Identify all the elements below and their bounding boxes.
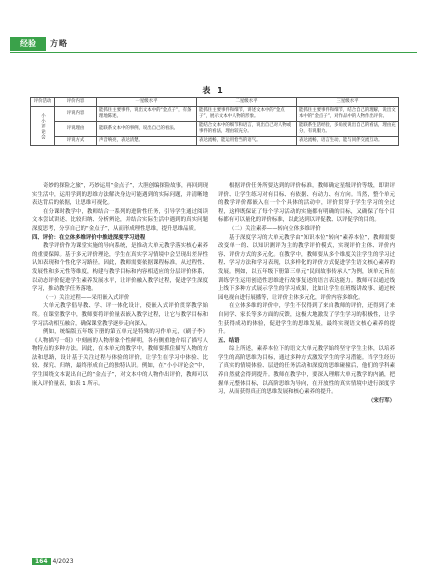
paragraph: 大单元教学倡导教、学、评一体化设计，使嵌入式评价贯穿教学始终。在课堂教学中，教师要将评价量表嵌入教学过程，让它与教学目标和学习活动相互融合，确保课堂教学逐步走向深入。 bbox=[32, 303, 208, 327]
header-rule bbox=[10, 52, 417, 53]
header-section: 方略 bbox=[50, 39, 68, 48]
paragraph: 综上所述，素养本位下的语文大单元教学始终坚守学生主体，以培养学生的高阶思维为目标，通过多种方式激发学生的学习潜能。当学生经历了真实的情境体验、层进的任务活动和深度的思维碰撞后，他们的学科素养自然就会得到提升。教师在教学中，要深入理解大单元教学的内涵，把握单元整体目标，以高阶思维为导向，在开放性的真实情境中进行深度学习，从而获得真正的思维发展和核心素养的提升。 bbox=[218, 346, 395, 396]
subsection-heading: （一）关注过程——采用嵌入式评价 bbox=[43, 294, 130, 301]
table-cell: 能联系文本中的事例，说出自己的看法。 bbox=[97, 122, 197, 137]
right-column bbox=[218, 182, 395, 405]
subsection-heading: （二）关注素养——转向立体多维评价 bbox=[229, 225, 321, 232]
paragraph: 奇妙的探险之旅”，巧妙运用“金点子”，大胆创编探险故事，再回到现实生活中，运用学到的思维方法解决身边可能遇到的实际问题，并清晰地表达背后的依据，让思维可视化。 bbox=[32, 183, 208, 207]
author-credit: （宋行军） bbox=[368, 397, 395, 404]
paragraph: 根据评价任务所要达到的评价标准，教师确定星级评价等级，即讲评评价、让学生练习对有目标、有依据、有动力、有方向。当然，整个单元的教学评价都嵌入在一个个具体的活动中，评价贯穿于学生学习的全过程，这样既保证了每个学习活动的实施都有明确的目标，又确保了每个目标都有可以量化的评价标准，以此达到以评促教、以评促学的目的。 bbox=[218, 183, 395, 224]
table-item-cell: 评说方式 bbox=[55, 137, 97, 146]
table-row bbox=[31, 107, 399, 122]
table-cell: 声音响亮，表达清楚。 bbox=[97, 137, 197, 146]
table-row bbox=[31, 122, 399, 137]
table-header-cell: 评价活动 bbox=[31, 98, 55, 107]
left-column bbox=[32, 182, 208, 388]
paragraph: 在分课时教学中，教师结合一系列的进阶性任务，引导学生通过阅读文本尝试讲述、比较归纳、分析辨论，并结合实际生活中遇到的真实问题深度思考，分享自己的“金点子”，从而形成理性思维，提升思维品质。 bbox=[32, 208, 208, 232]
page-footer bbox=[32, 558, 74, 565]
table-cell: 能抓住主要事件，说出文本中的“金点子”，有条理地陈述。 bbox=[97, 107, 197, 122]
table-header-cell: 评价内容 bbox=[55, 98, 97, 107]
evaluation-table bbox=[30, 97, 399, 146]
table-cell: 能抓住主要事件和细节，结合自己的理解，说出文本中的“金点子”，对作品中的人物作出评价。 bbox=[297, 107, 399, 122]
table-cell: 表达流畅，能运用恰当的语气。 bbox=[197, 137, 297, 146]
paragraph: 在立体多维的评价中，学生不仅得到了来自教师的评价，还得到了来自同学、家长等多方面的反馈，这极大地激发了学生学习的积极性，让学生获得成功的体验，促进学生的思维发展，最终实现语文核心素养的提升。 bbox=[218, 303, 395, 336]
section-heading: 四、评价：在立体多维评价中推进深度学习进程 bbox=[32, 234, 146, 241]
table-category-cell: 小小评论会 bbox=[31, 107, 55, 146]
table-cell: 能结合文本中的细节和语言，说出自己对人物或事件的看法，理由较充分。 bbox=[197, 122, 297, 137]
table-cell: 表达流畅，语言生动，能与同伴交流互动。 bbox=[297, 137, 399, 146]
paragraph: 教学评价作为课堂实施的导向系统，是推动大单元教学落实核心素养的重要保障。基于多元评价理论，学生在真实学习情境中会呈现出差异性认知表现和个性化学习路径。因此，教师需要依据课程标准，从过程性、发展性和多元性等维度，构建与教学目标和内容相适应的分层评价体系，以动态评价促进学生素养发展水平，让评价融入教学过程，促进学生深度学习，推动教学任务落地。 bbox=[32, 243, 208, 293]
table-header-cell: 一星级水平 bbox=[97, 98, 197, 107]
page-number: 164 bbox=[32, 558, 51, 565]
table-row bbox=[31, 137, 399, 146]
table-title: 表 1 bbox=[202, 86, 225, 95]
table-cell: 能联系生活经验，多角度说出自己的看法，理由充分，有说服力。 bbox=[297, 122, 399, 137]
table-item-cell: 评说内容 bbox=[55, 107, 97, 122]
table-cell: 能抓住主要事件和细节，讲述文本中的“金点子”，展示文本中人物的形象。 bbox=[197, 107, 297, 122]
issue-number: 4/2023 bbox=[52, 558, 74, 565]
paragraph: 例如，统编版五年级下册的第五单元是特殊的习作单元，《刷子李》《人物描写一组》中刻画的人物形象个性鲜明，各有侧重地介绍了描写人物特点的多种方法。因此，在本单元的教学中，教师要抓住描写人物的方法和思路，设计基于关注过程与体验的评价，让学生在学习中体验、比较、探究、归纳，最终形成自己的独特认识。例如，在“小小评论会”中，学生围绕文本说出自己的“金点子”，对文本中的人物作出评价，教师可以嵌入评价量表，如表 1 所示。 bbox=[32, 329, 208, 387]
table-header-cell: 二星级水平 bbox=[197, 98, 297, 107]
paragraph: 基于深度学习的大单元教学由“知识本位”转向“素养本位”，教师需要改变单一的、以知识测评为主的教学评价模式，实现评价主体、评价内容、评价方式的多元化。在教学中，教师要从多个维度关注学生的学习过程、学习方法和学习表现，以多样化的评价方式促进学生语文核心素养的发展。例如，以五年级下册第三单元“民间故事传承人”为例，该单元旨在训练学生运用创造性思维进行故事复述的语言表达能力。教师可以通过线上线下多种方式展示学生的学习成果，比如让学生在班级讲故事、通过校园电视台进行展播等，让评价主体多元化，评价内容多维化。 bbox=[218, 234, 395, 301]
table-header-cell: 三星级水平 bbox=[297, 98, 399, 107]
table-item-cell: 评说理由 bbox=[55, 122, 97, 137]
table-header-row bbox=[31, 98, 399, 107]
header-badge: 经验 bbox=[10, 37, 46, 51]
section-heading: 五、结语 bbox=[218, 337, 240, 344]
